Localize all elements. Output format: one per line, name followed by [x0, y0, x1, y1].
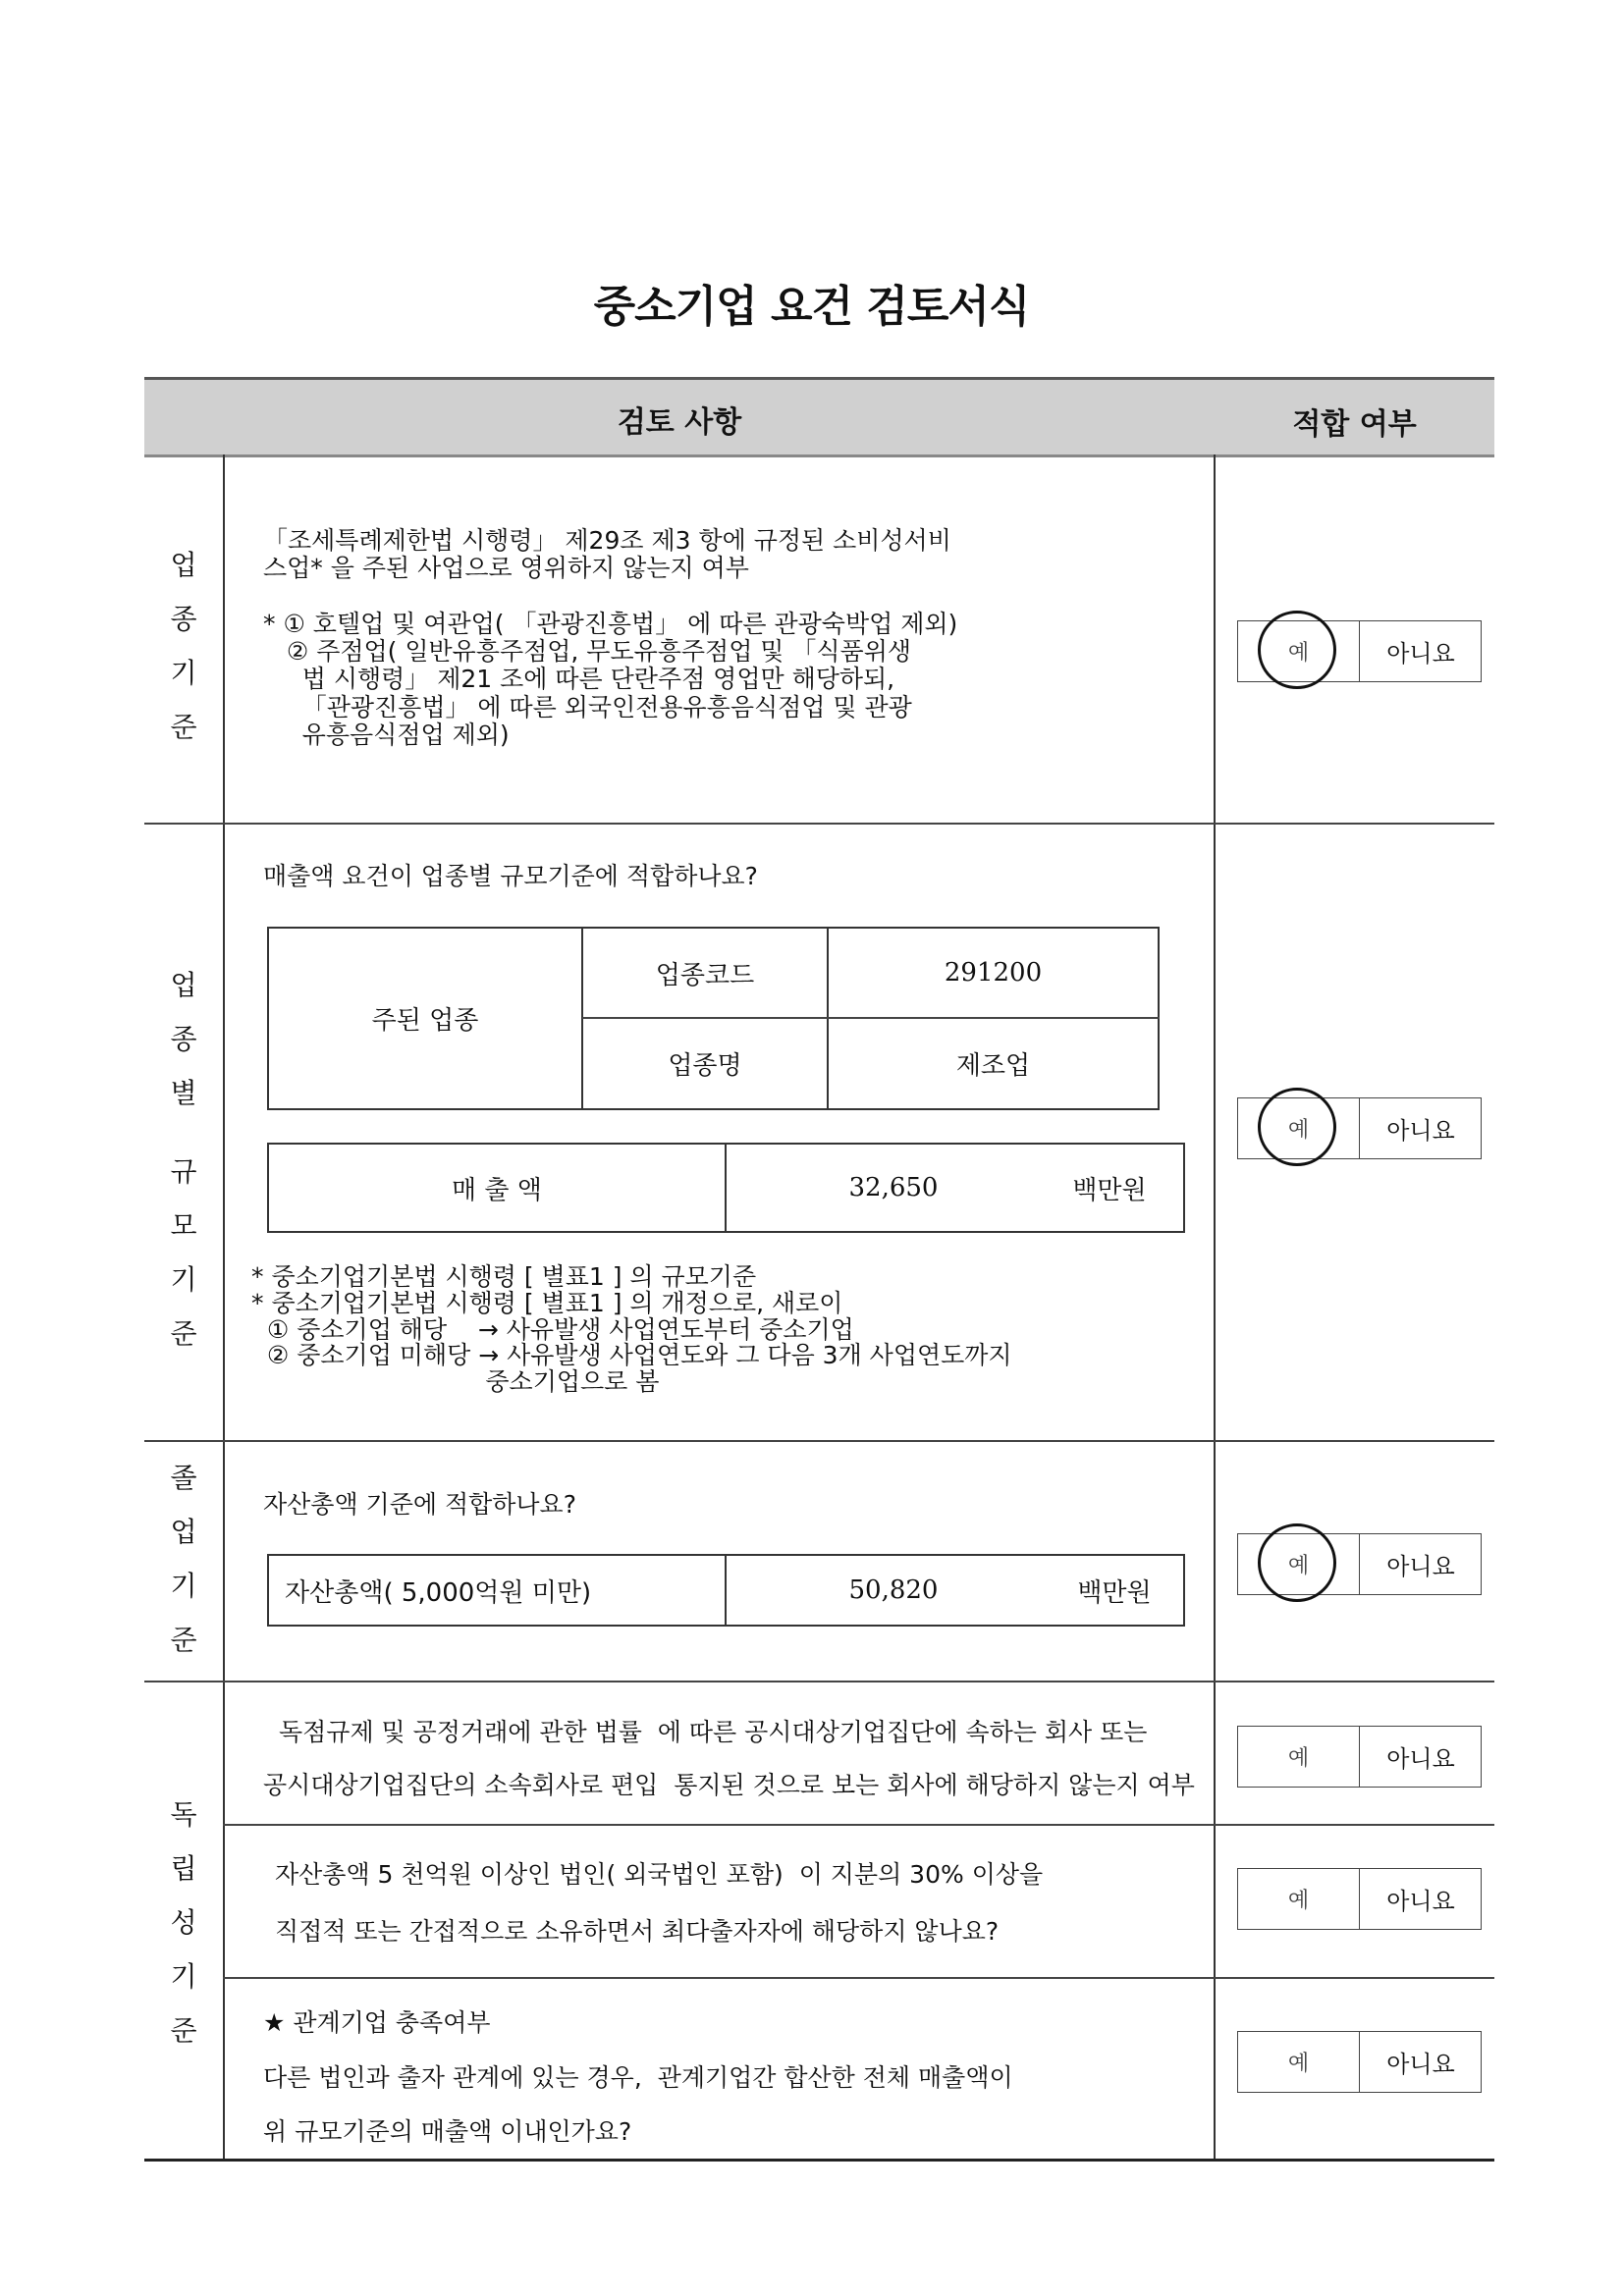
header-suitability: 적합 여부	[1292, 407, 1417, 442]
table-header	[144, 377, 1494, 457]
industry-name-label: 업종명	[668, 1051, 742, 1081]
industry-code-label: 업종코드	[655, 960, 755, 990]
no-option[interactable]: 아니요	[1386, 2051, 1455, 2078]
no-option[interactable]: 아니요	[1386, 1888, 1455, 1915]
section-label-industry-criteria: 업 종 기 준	[170, 549, 197, 743]
size-criteria-notes: * 중소기업기본법 시행령 [ 별표1 ] 의 규모기준 * 중소기업기본법 시행령 [ 별표1 ] 의 개정으로, 새로이 ① 중소기업 해당 → 사유발생 사업연도부터 중소기업 ② 중소기업 미해당 → 사유발생 사업연도와 그 다음 3개 사업연도까지 중소기업으로 봄	[251, 1262, 1012, 1396]
yes-option[interactable]: 예	[1238, 2032, 1360, 2092]
industry-code-value: 291200	[944, 958, 1043, 988]
section-divider	[144, 823, 1494, 825]
no-option[interactable]: 아니요	[1386, 1745, 1455, 1773]
yes-no-selector-graduation[interactable]	[1237, 1533, 1482, 1595]
yes-no-selector-industry[interactable]	[1237, 620, 1482, 682]
yes-option[interactable]: 예	[1238, 1534, 1360, 1594]
label-column-divider	[223, 454, 225, 2161]
yes-option[interactable]: 예	[1238, 621, 1360, 681]
page-title: 중소기업 요건 검토서식	[593, 282, 1030, 332]
table-bottom-border	[144, 2159, 1494, 2162]
independence-item1-line2: 공시대상기업집단의 소속회사로 편입 통지된 것으로 보는 회사에 해당하지 않는지 여부	[263, 1771, 1195, 1799]
independence-item2-line1: 자산총액 5 천억원 이상인 법인( 외국법인 포함) 이 지분의 30% 이상을	[275, 1860, 1044, 1889]
sales-unit: 백만원	[1072, 1175, 1147, 1205]
yes-option[interactable]: 예	[1238, 1727, 1360, 1787]
no-option[interactable]: 아니요	[1386, 1117, 1455, 1145]
section-divider	[144, 1440, 1494, 1442]
selected-circle-mark	[1258, 1088, 1336, 1166]
selected-circle-mark	[1258, 611, 1336, 689]
independence-item3-line2: 다른 법인과 출자 관계에 있는 경우, 관계기업간 합산한 전체 매출액이	[263, 2063, 1013, 2092]
sub-row-divider	[223, 1824, 1494, 1826]
header-review-items: 검토 사항	[617, 405, 742, 440]
consumption-service-text: 「조세특례제한법 시행령」 제29조 제3 항에 규정된 소비성서비 스업* 을 주된 사업으로 영위하지 않는지 여부 * ① 호텔업 및 여관업( 「관광진흥법」 에 따른 관광숙박업 제외) ② 주점업( 일반유흥주점업, 무도유흥주점업 및 「식품위생 법 시행령」 제21 조에 따른 단란주점 영업만 해당하되, 「관광진흥법」 에 따른 외국인전용유흥음식점업 및 관광 유흥음식점업 제외)	[263, 526, 958, 749]
asset-question: 자산총액 기준에 적합하나요?	[263, 1490, 576, 1519]
no-option[interactable]: 아니요	[1386, 1553, 1455, 1580]
yes-no-selector-size[interactable]	[1237, 1097, 1482, 1159]
yes-no-selector-group[interactable]	[1237, 1726, 1482, 1788]
asset-label: 자산총액( 5,000억원 미만)	[285, 1577, 592, 1608]
independence-item1-line1: 독점규제 및 공정거래에 관한 법률 에 따른 공시대상기업집단에 속하는 회사 또는	[279, 1718, 1148, 1746]
section-label-independence-criteria: 독 립 성 기 준	[170, 1798, 197, 2047]
yes-no-selector-affiliate[interactable]	[1237, 2031, 1482, 2093]
asset-table-divider	[725, 1554, 727, 1627]
yes-no-selector-shareholder[interactable]	[1237, 1868, 1482, 1930]
independence-item3-line3: 위 규모기준의 매출액 이내인가요?	[263, 2117, 632, 2146]
section-label-size-criteria: 업 종 별 규 모 기 준	[170, 969, 197, 1350]
industry-name-value: 제조업	[955, 1051, 1031, 1081]
asset-unit: 백만원	[1077, 1577, 1152, 1608]
independence-item3-line1: ★ 관계기업 충족여부	[263, 2008, 491, 2037]
result-column-divider	[1214, 454, 1216, 2161]
asset-value: 50,820	[848, 1575, 939, 1605]
sub-row-divider	[223, 1977, 1494, 1979]
yes-option[interactable]: 예	[1238, 1098, 1360, 1158]
sales-label: 매 출 액	[452, 1175, 542, 1205]
main-industry-label: 주된 업종	[371, 1006, 479, 1036]
independence-item2-line2: 직접적 또는 간접적으로 소유하면서 최다출자자에 해당하지 않나요?	[275, 1917, 1000, 1946]
sales-value: 32,650	[848, 1173, 939, 1202]
section-label-graduation-criteria: 졸 업 기 준	[170, 1462, 197, 1656]
sales-question: 매출액 요건이 업종별 규모기준에 적합하나요?	[263, 862, 758, 890]
sales-table-divider	[725, 1143, 727, 1233]
selected-circle-mark	[1258, 1523, 1336, 1602]
section-divider	[144, 1681, 1494, 1682]
yes-option[interactable]: 예	[1238, 1869, 1360, 1929]
no-option[interactable]: 아니요	[1386, 640, 1455, 667]
